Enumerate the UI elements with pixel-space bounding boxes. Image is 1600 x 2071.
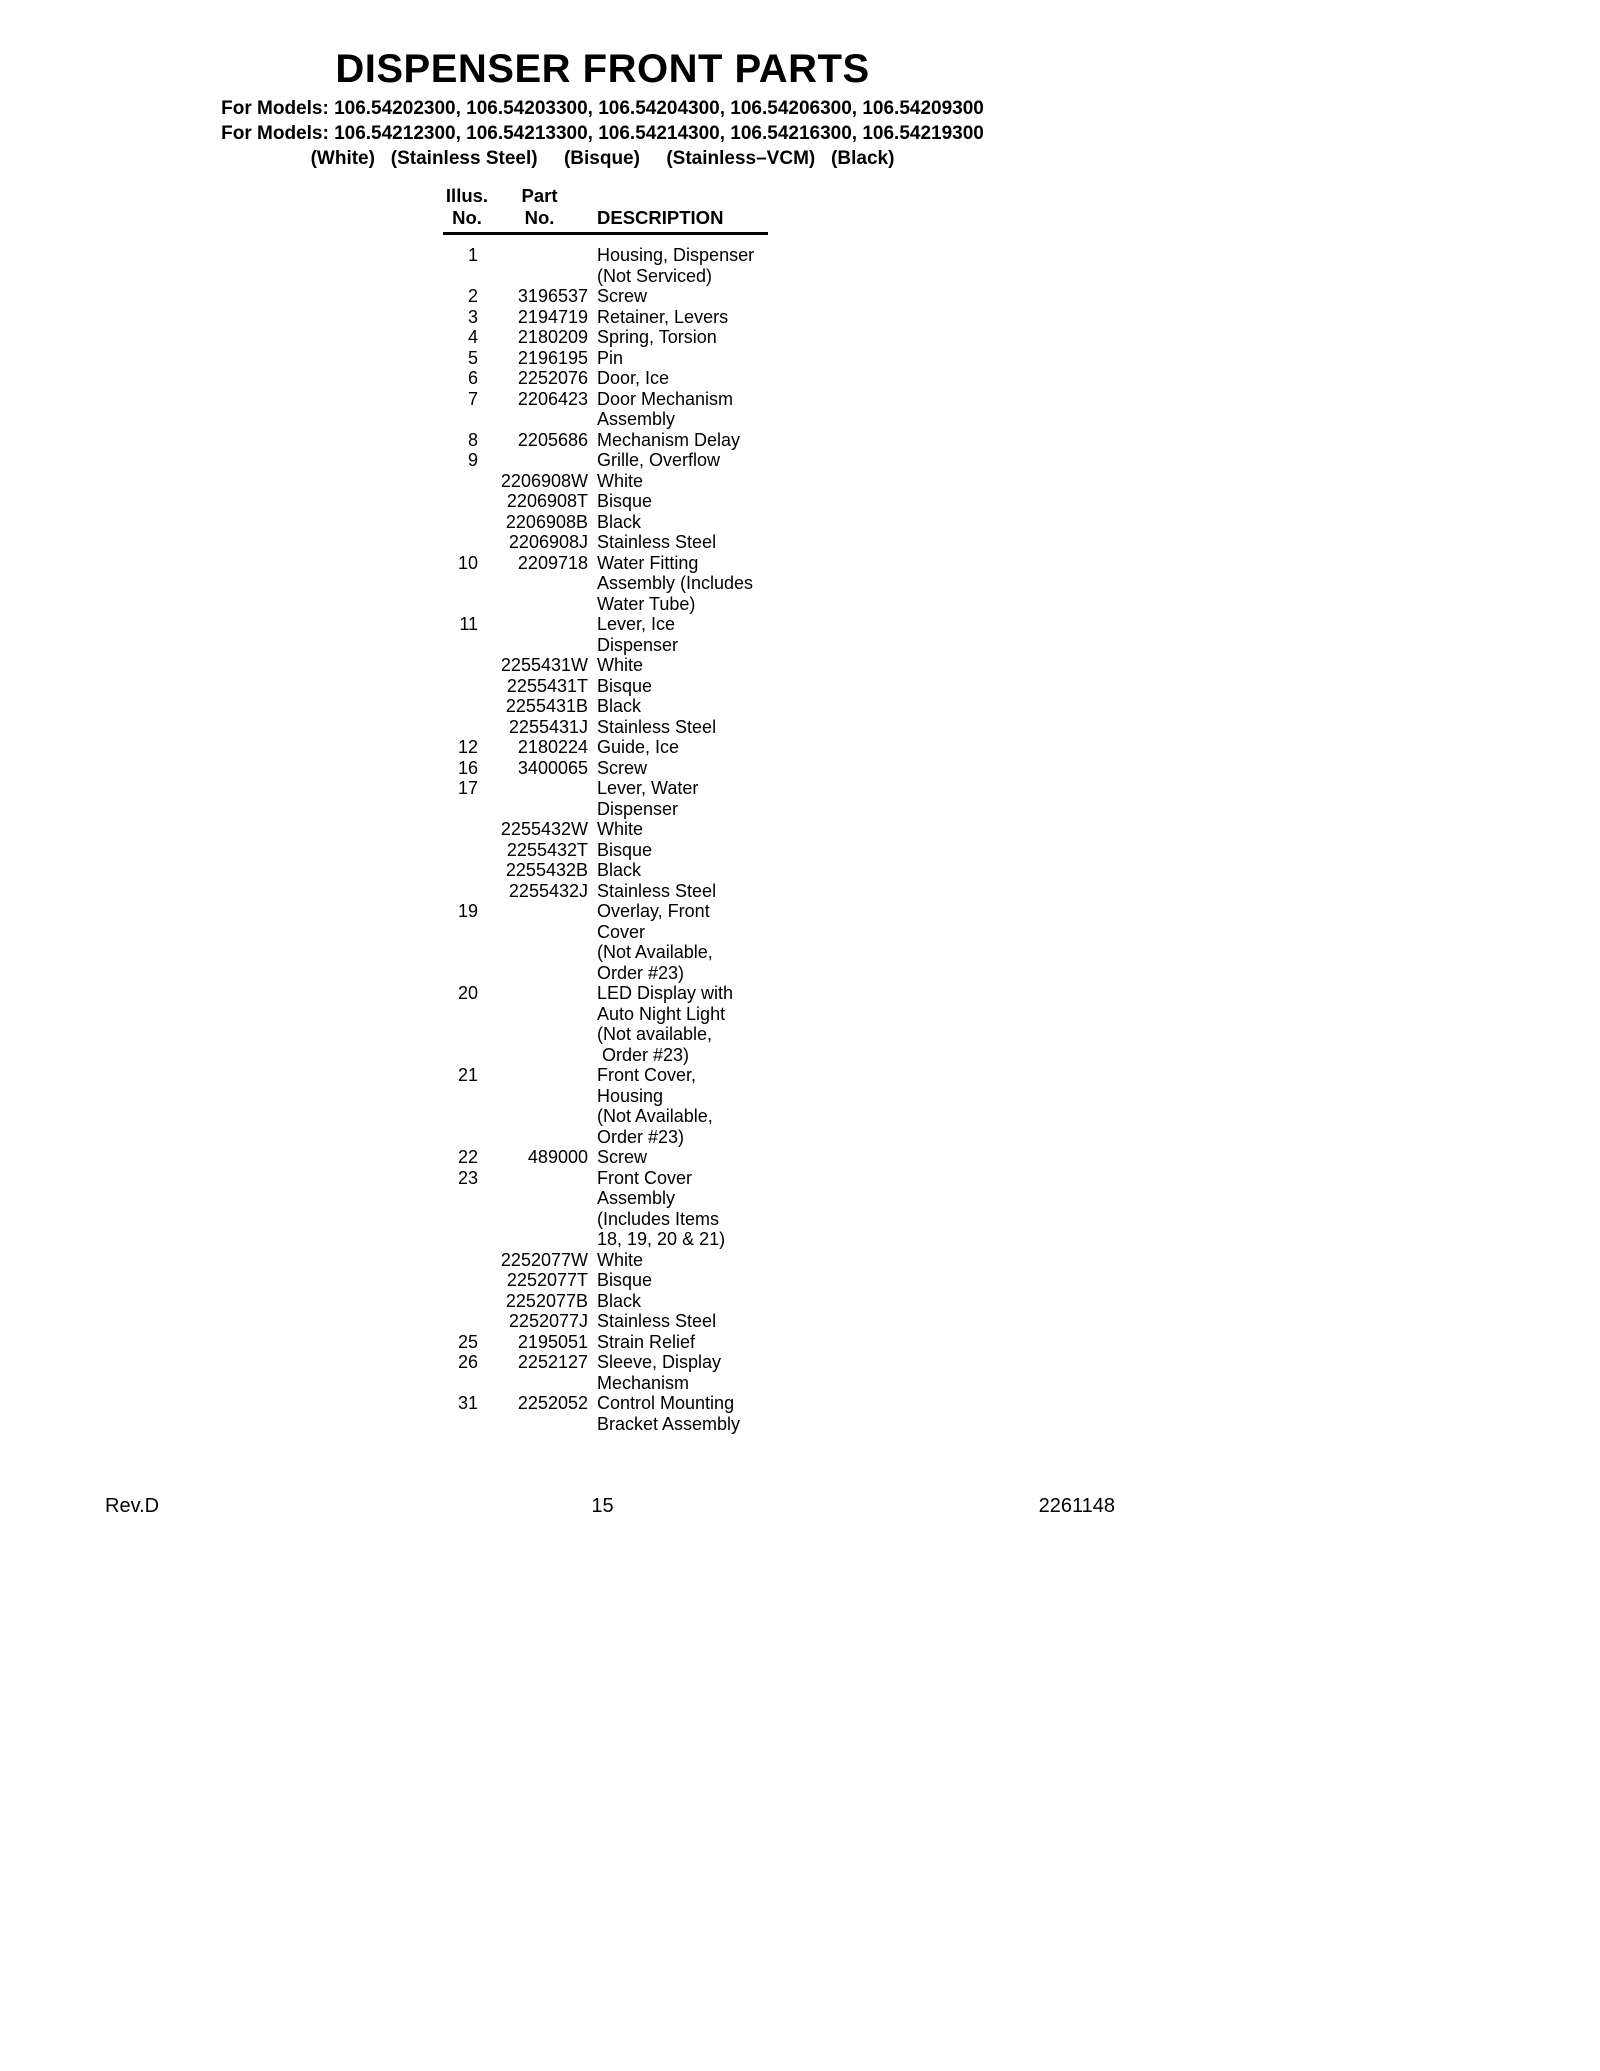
page-title: DISPENSER FRONT PARTS [335,47,870,91]
table-row [443,1229,768,1250]
part-no-cell [491,922,588,943]
illus-no-cell [443,1188,491,1209]
part-no-cell: 2252077B [505,1290,588,1311]
table-row [443,901,768,922]
illus-no-cell [443,696,491,717]
illus-no-cell: 9 [467,450,478,470]
illus-no-cell: 5 [467,347,478,368]
table-row [443,491,768,512]
description-cell: Screw [597,757,648,778]
description-cell: Bracket Assembly [597,1413,741,1434]
table-row [443,1045,768,1066]
part-no-cell [491,1373,588,1394]
description-cell: Door, Ice [597,368,670,388]
description-cell: Water Fitting [597,552,699,573]
description-cell: Housing [597,1085,664,1106]
part-no-cell [491,1127,588,1148]
illus-no-cell [443,635,491,656]
part-no-cell [491,614,588,635]
description-cell: Stainless Steel [597,880,717,901]
part-no-cell: 2252077T [506,1270,588,1290]
illus-no-cell: 10 [457,552,478,573]
description-cell: Order #23) [597,1126,685,1147]
illus-no-cell: 12 [457,737,478,757]
part-no-cell [491,1004,588,1025]
illus-no-cell: 20 [457,983,478,1003]
description-cell: Door Mechanism [597,388,734,409]
table-row [443,1414,768,1435]
illus-no-cell: 1 [467,245,478,265]
illus-no-cell [443,799,491,820]
part-no-cell: 2206908J [508,532,588,552]
description-cell: Strain Relief [597,1331,696,1352]
part-no-header-line1: Part [521,185,558,206]
part-no-cell: 2206908W [500,470,588,491]
illus-no-cell [443,491,491,512]
part-no-cell: 2206423 [517,388,588,409]
illus-no-cell: 21 [457,1065,478,1085]
table-row [443,512,768,533]
table-row [443,655,768,676]
parts-table-header [443,185,768,235]
illus-no-cell: 23 [457,1167,478,1188]
illus-no-cell [443,1024,491,1045]
part-no-cell: 2205686 [517,429,588,450]
illus-no-cell [443,963,491,984]
table-row [443,1188,768,1209]
illus-no-cell: 22 [457,1147,478,1167]
table-row [443,696,768,717]
illus-no-cell: 19 [457,901,478,921]
table-row [443,450,768,471]
part-no-cell [491,1229,588,1250]
table-row [443,737,768,758]
illus-no-cell [443,1086,491,1107]
description-cell: Stainless Steel [597,532,717,552]
footer-doc-number: 2261148 [1038,1495,1115,1517]
table-row [443,245,768,266]
table-row [443,368,768,389]
illus-no-cell [443,1127,491,1148]
part-no-cell [491,409,588,430]
page-footer [0,1494,1205,1520]
illus-no-cell [443,594,491,615]
description-cell: White [597,655,644,675]
illus-no-cell: 6 [467,368,478,388]
description-cell: Assembly [597,409,676,429]
part-no-cell: 2255431B [505,696,588,716]
description-cell: Auto Night Light [597,1003,726,1024]
part-no-cell: 2255432J [508,880,588,901]
table-row [443,799,768,820]
part-no-cell: 2252052 [517,1393,588,1413]
table-row [443,778,768,799]
part-no-cell [491,778,588,799]
description-cell: Housing, Dispenser [597,245,755,265]
illus-no-cell [443,819,491,840]
description-cell: Assembly [597,1188,676,1208]
description-cell: Assembly (Includes [597,573,754,593]
table-row [443,1291,768,1312]
description-cell: Bisque [597,675,653,696]
description-cell: Overlay, Front [597,901,710,921]
table-row [443,1086,768,1107]
table-row [443,840,768,861]
header-row-1 [443,185,768,207]
part-no-cell: 2255431T [506,675,588,696]
table-row [443,286,768,307]
illus-no-cell: 31 [457,1393,478,1413]
table-row [443,717,768,738]
part-no-cell [491,901,588,922]
table-row [443,860,768,881]
table-row [443,327,768,348]
part-no-cell: 2209718 [517,552,588,573]
header-row-2 [443,207,768,229]
table-row [443,819,768,840]
description-cell: Water Tube) [597,593,696,614]
part-no-cell: 2180224 [517,737,588,757]
description-cell: Cover [597,921,646,942]
part-no-cell: 2206908T [506,491,588,511]
part-no-cell: 3196537 [517,286,588,306]
table-row [443,1250,768,1271]
part-no-cell [491,942,588,963]
color-variants-line: (White) (Stainless Steel) (Bisque) (Stainless–VCM) (Black) [310,148,895,169]
table-row [443,614,768,635]
description-cell: Bisque [597,1270,653,1290]
illus-no-cell [443,532,491,553]
part-no-cell: 2255432W [500,819,588,839]
table-row [443,1004,768,1025]
part-no-cell: 3400065 [517,757,588,778]
models-line-1: For Models: 106.54202300, 106.54203300, 106.54204300, 106.54206300, 106.54209300 [221,98,984,119]
part-no-cell [491,1106,588,1127]
description-cell: Order #23) [597,1044,690,1065]
description-header-spacer [588,185,768,207]
description-cell: Bisque [597,839,653,860]
description-cell: Black [597,696,642,716]
description-cell: Spring, Torsion [597,327,717,347]
part-no-cell: 2252077W [500,1249,588,1270]
table-row [443,1127,768,1148]
table-row [443,389,768,410]
part-no-cell [491,1065,588,1086]
illus-no-cell [443,1229,491,1250]
part-no-cell [491,245,588,266]
part-no-cell [491,983,588,1004]
illus-no-cell: 17 [457,778,478,798]
description-cell: Retainer, Levers [597,306,729,327]
illus-no-cell [443,512,491,533]
part-no-cell: 2252127 [517,1352,588,1372]
description-cell: Grille, Overflow [597,450,721,470]
part-no-cell: 2255431W [500,655,588,675]
table-row [443,348,768,369]
part-no-cell: 489000 [527,1147,588,1167]
part-no-cell [491,1188,588,1209]
illus-no-header-line1: Illus. [445,185,489,206]
description-cell: Order #23) [597,962,685,983]
illus-no-cell [443,1373,491,1394]
table-row [443,1311,768,1332]
part-no-cell: 2196195 [517,347,588,368]
table-row [443,881,768,902]
description-cell: Front Cover, [597,1065,697,1085]
part-no-cell: 2180209 [517,327,588,347]
description-cell: Pin [597,347,624,368]
table-row [443,553,768,574]
part-no-cell: 2194719 [517,306,588,327]
part-no-cell: 2255432B [505,860,588,880]
description-cell: Control Mounting [597,1393,735,1413]
part-no-cell [491,1045,588,1066]
description-cell: White [597,470,644,491]
table-row [443,1270,768,1291]
table-row [443,573,768,594]
description-cell: Dispenser [597,634,679,655]
description-cell: Screw [597,286,648,306]
parts-table-body [443,235,768,1434]
description-cell: Bisque [597,491,653,511]
part-no-cell [491,1086,588,1107]
table-row [443,1106,768,1127]
illus-no-cell [443,1004,491,1025]
description-cell: (Includes Items [597,1208,720,1229]
table-row [443,1065,768,1086]
description-cell: (Not available, [597,1024,713,1044]
illus-no-cell [443,471,491,492]
description-cell: (Not Available, [597,1106,713,1126]
description-cell: Stainless Steel [597,716,717,737]
part-no-cell [491,594,588,615]
illus-no-cell: 3 [467,306,478,327]
illus-no-cell [443,942,491,963]
description-cell: LED Display with [597,983,734,1003]
part-no-cell [491,266,588,287]
part-no-cell [491,963,588,984]
table-row [443,430,768,451]
illus-no-cell [443,840,491,861]
table-row [443,1393,768,1414]
description-cell: White [597,1249,644,1270]
illus-no-cell [443,1414,491,1435]
table-row [443,676,768,697]
part-no-cell [491,573,588,594]
description-cell: Black [597,511,642,532]
table-row [443,758,768,779]
illus-no-header-line2: No. [452,207,482,228]
table-row [443,963,768,984]
illus-no-cell [443,655,491,676]
description-cell: Black [597,1290,642,1311]
table-row [443,532,768,553]
illus-no-cell [443,1250,491,1271]
table-row [443,307,768,328]
description-cell: Sleeve, Display [597,1352,722,1372]
description-cell: (Not Available, [597,942,713,962]
illus-no-cell [443,922,491,943]
part-no-cell: 2206908B [505,511,588,532]
parts-table [443,185,768,1434]
illus-no-cell [443,1209,491,1230]
description-cell: (Not Serviced) [597,265,713,286]
part-no-cell: 2252076 [517,368,588,388]
part-no-cell [491,1024,588,1045]
illus-no-cell [443,1291,491,1312]
part-no-cell [491,1209,588,1230]
illus-no-cell: 25 [457,1331,478,1352]
description-header: DESCRIPTION [597,207,724,228]
part-no-cell: 2255432T [506,839,588,860]
illus-no-cell [443,1106,491,1127]
part-no-cell: 2255431J [508,716,588,737]
illus-no-cell: 8 [467,429,478,450]
table-row [443,1209,768,1230]
part-no-header-line2: No. [524,207,555,228]
table-row [443,1147,768,1168]
illus-no-cell [443,881,491,902]
footer-page-number: 15 [591,1495,614,1517]
illus-no-cell: 16 [457,757,478,778]
description-cell: Front Cover [597,1167,693,1188]
illus-no-cell [443,409,491,430]
models-line-2: For Models: 106.54212300, 106.54213300, 106.54214300, 106.54216300, 106.54219300 [221,123,984,144]
illus-no-cell [443,1045,491,1066]
description-cell: Mechanism [597,1372,690,1393]
illus-no-cell [443,717,491,738]
illus-no-cell [443,1311,491,1332]
illus-no-cell [443,1270,491,1291]
description-cell: Dispenser [597,798,679,819]
table-row [443,1332,768,1353]
description-cell: White [597,819,644,839]
illus-no-cell: 26 [457,1352,478,1372]
part-no-cell [491,635,588,656]
table-row [443,409,768,430]
description-cell: Lever, Water [597,778,699,798]
description-cell: 18, 19, 20 & 21) [597,1229,726,1249]
part-no-cell [491,1168,588,1189]
description-cell: Guide, Ice [597,737,680,757]
part-no-cell [491,450,588,471]
table-row [443,1373,768,1394]
description-cell: Lever, Ice [597,614,676,634]
part-no-cell: 2195051 [517,1331,588,1352]
part-no-cell [491,799,588,820]
table-row [443,594,768,615]
illus-no-cell [443,860,491,881]
table-row [443,266,768,287]
description-cell: Black [597,860,642,880]
illus-no-cell [443,266,491,287]
illus-no-cell [443,573,491,594]
description-cell: Screw [597,1147,648,1167]
description-cell: Mechanism Delay [597,429,741,450]
table-row [443,635,768,656]
table-row [443,1352,768,1373]
table-row [443,922,768,943]
table-row [443,1024,768,1045]
illus-no-cell: 11 [459,614,478,634]
table-row [443,1168,768,1189]
description-cell: Stainless Steel [597,1311,717,1331]
page-header [0,46,1205,171]
illus-no-cell [443,676,491,697]
illus-no-cell: 7 [467,388,478,409]
footer-revision: Rev.D [105,1495,160,1517]
table-row [443,942,768,963]
illus-no-cell: 2 [467,286,478,306]
table-row [443,471,768,492]
table-row [443,983,768,1004]
illus-no-cell: 4 [467,327,478,347]
part-no-cell: 2252077J [508,1311,588,1331]
part-no-cell [491,1414,588,1435]
